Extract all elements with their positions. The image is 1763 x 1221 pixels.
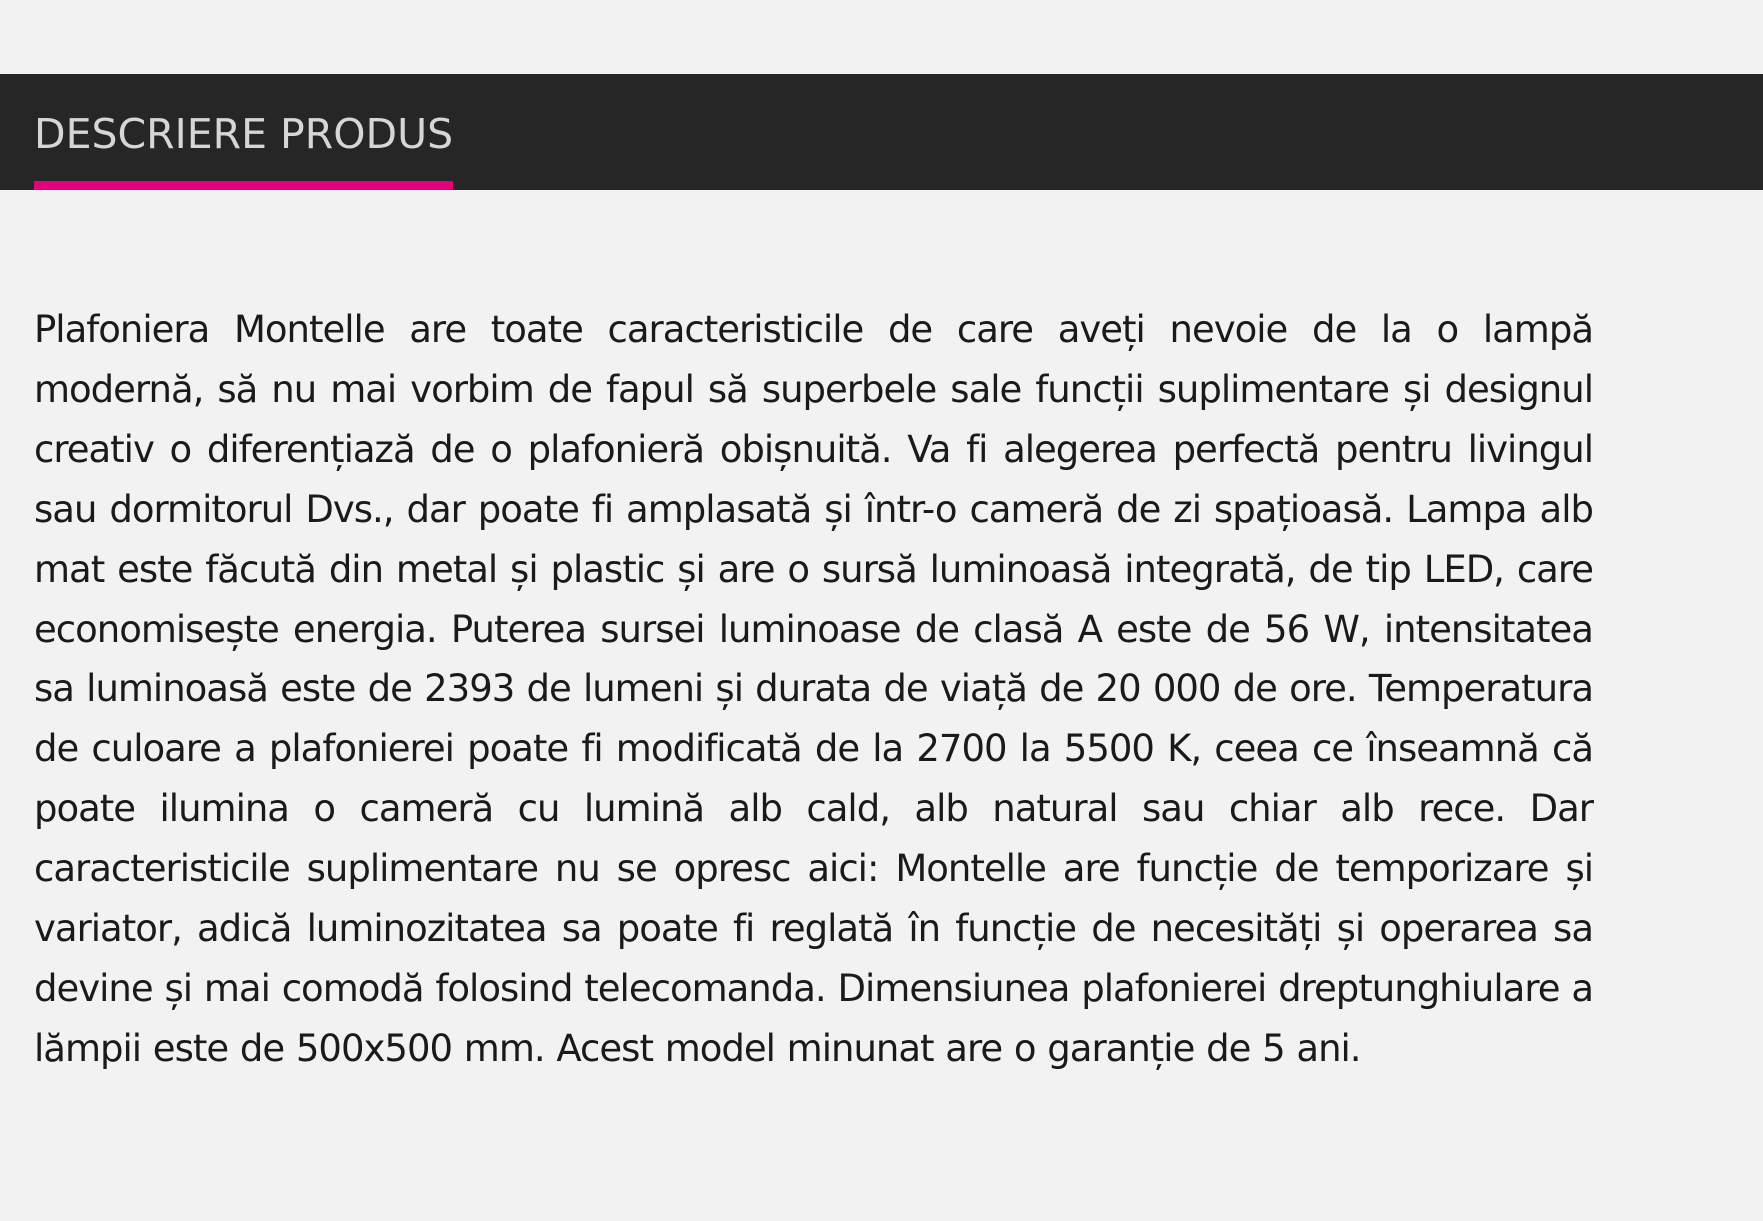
active-tab-underline — [34, 181, 453, 190]
section-title: DESCRIERE PRODUS — [34, 110, 454, 158]
section-header — [0, 74, 1763, 190]
product-description-text: Plafoniera Montelle are toate caracteristicile de care aveți nevoie de la o lampă modernă, să nu mai vorbim de fapul să superbele sale funcții suplimentare și designul creativ o diferențiază de o plafonieră obișnuită. Va fi alegerea perfectă pentru livingul sau dormitorul Dvs., dar poate fi amplasată și într-o cameră de zi spațioasă. Lampa alb mat este făcută din metal și plastic și are o sursă luminoasă integrată, de tip LED, care economisește energia. Puterea sursei luminoase de clasă A este de 56 W, intensitatea sa luminoasă este de 2393 de lumeni și durata de viață de 20 000 de ore. Temperatura de culoare a plafonierei poate fi modificată de la 2700 la 5500 K, ceea ce înseamnă că poate ilumina o cameră cu lumină alb cald, alb natural sau chiar alb rece. Dar caracteristicile suplimentare nu se opresc aici: Montelle are funcție de temporizare și variator, adică luminozitatea sa poate fi reglată în funcție de necesități și operarea sa devine și mai comodă folosind telecomanda. Dimensiunea plafonierei dreptunghiulare a lămpii este de 500x500 mm. Acest model minunat are o garanție de 5 ani. — [34, 308, 1593, 1070]
tab-product-description[interactable] — [34, 74, 453, 190]
